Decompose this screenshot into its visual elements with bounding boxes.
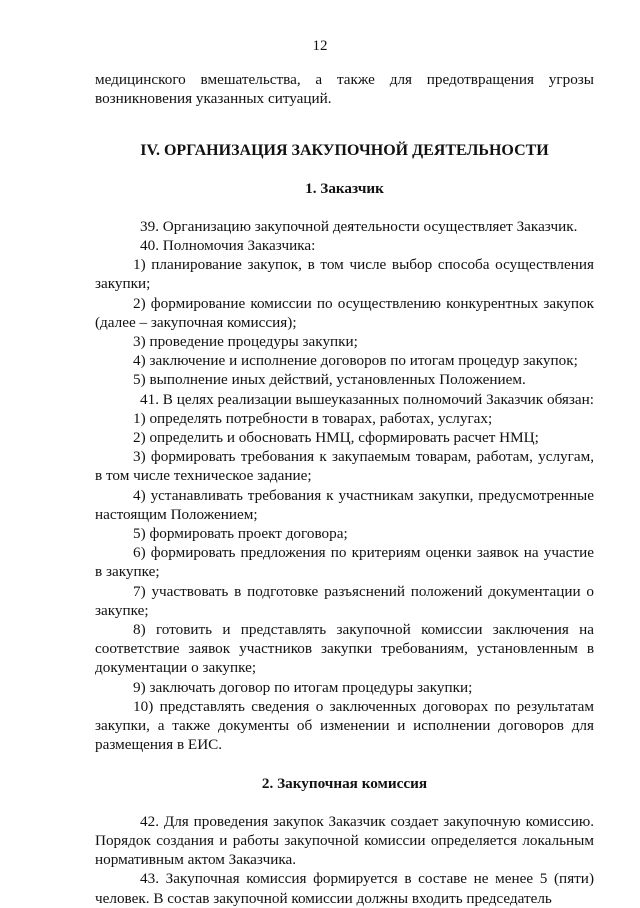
list-item: 4) устанавливать требования к участникам закупки, предусмотренные настоящим Положением; xyxy=(95,486,594,523)
list-item: 2) формирование комиссии по осуществлению конкурентных закупок (далее – закупочная комиссия); xyxy=(95,294,594,331)
paragraph-42: 42. Для проведения закупок Заказчик создает закупочную комиссию. Порядок создания и работы закупочной комиссии определяется локальным нормативным актом Заказчика. xyxy=(95,812,594,869)
list-item: 2) определить и обосновать НМЦ, сформировать расчет НМЦ; xyxy=(133,429,539,447)
subsection-title-customer: 1. Заказчик xyxy=(305,179,384,197)
list-item: 5) формировать проект договора; xyxy=(133,525,348,543)
list-item: 4) заключение и исполнение договоров по итогам процедур закупок; xyxy=(133,352,578,370)
paragraph-40: 40. Полномочия Заказчика: xyxy=(140,237,316,255)
paragraph-41: 41. В целях реализации вышеуказанных полномочий Заказчик обязан: xyxy=(140,390,594,408)
document-body xyxy=(95,70,594,908)
list-item: 9) заключать договор по итогам процедуры закупки; xyxy=(133,678,473,696)
list-item: 5) выполнение иных действий, установленных Положением. xyxy=(133,371,526,389)
list-item: 6) формировать предложения по критериям оценки заявок на участие в закупке; xyxy=(95,544,594,581)
list-item: 3) проведение процедуры закупки; xyxy=(133,333,358,351)
list-item: 8) готовить и представлять закупочной комиссии заключения на соответствие заявок участников закупки требованиям, установленным в документации о закупке; xyxy=(95,621,594,677)
list-item: 3) формировать требования к закупаемым товарам, работам, услугам, в том числе техническое задание; xyxy=(95,448,594,485)
intro-paragraph: медицинского вмешательства, а также для предотвращения угрозы возникновения указанных ситуаций. xyxy=(95,71,594,108)
paragraph-43: 43. Закупочная комиссия формируется в составе не менее 5 (пяти) человек. В состав закупочной комиссии должны входить председатель xyxy=(95,870,594,907)
page-number: 12 xyxy=(312,38,328,54)
subsection-title-commission: 2. Закупочная комиссия xyxy=(261,774,428,792)
list-item: 7) участвовать в подготовке разъяснений положений документации о закупке; xyxy=(95,582,594,619)
list-item: 1) планирование закупок, в том числе выбор способа осуществления закупки; xyxy=(95,256,594,293)
paragraph-39: 39. Организацию закупочной деятельности осуществляет Заказчик. xyxy=(140,217,578,235)
list-item: 10) представлять сведения о заключенных договорах по результатам закупки, а также документы об изменении и исполнении договоров для размещения в ЕИС. xyxy=(95,697,594,754)
section-title: IV. ОРГАНИЗАЦИЯ ЗАКУПОЧНОЙ ДЕЯТЕЛЬНОСТИ xyxy=(140,142,549,160)
list-item: 1) определять потребности в товарах, работах, услугах; xyxy=(133,409,493,427)
